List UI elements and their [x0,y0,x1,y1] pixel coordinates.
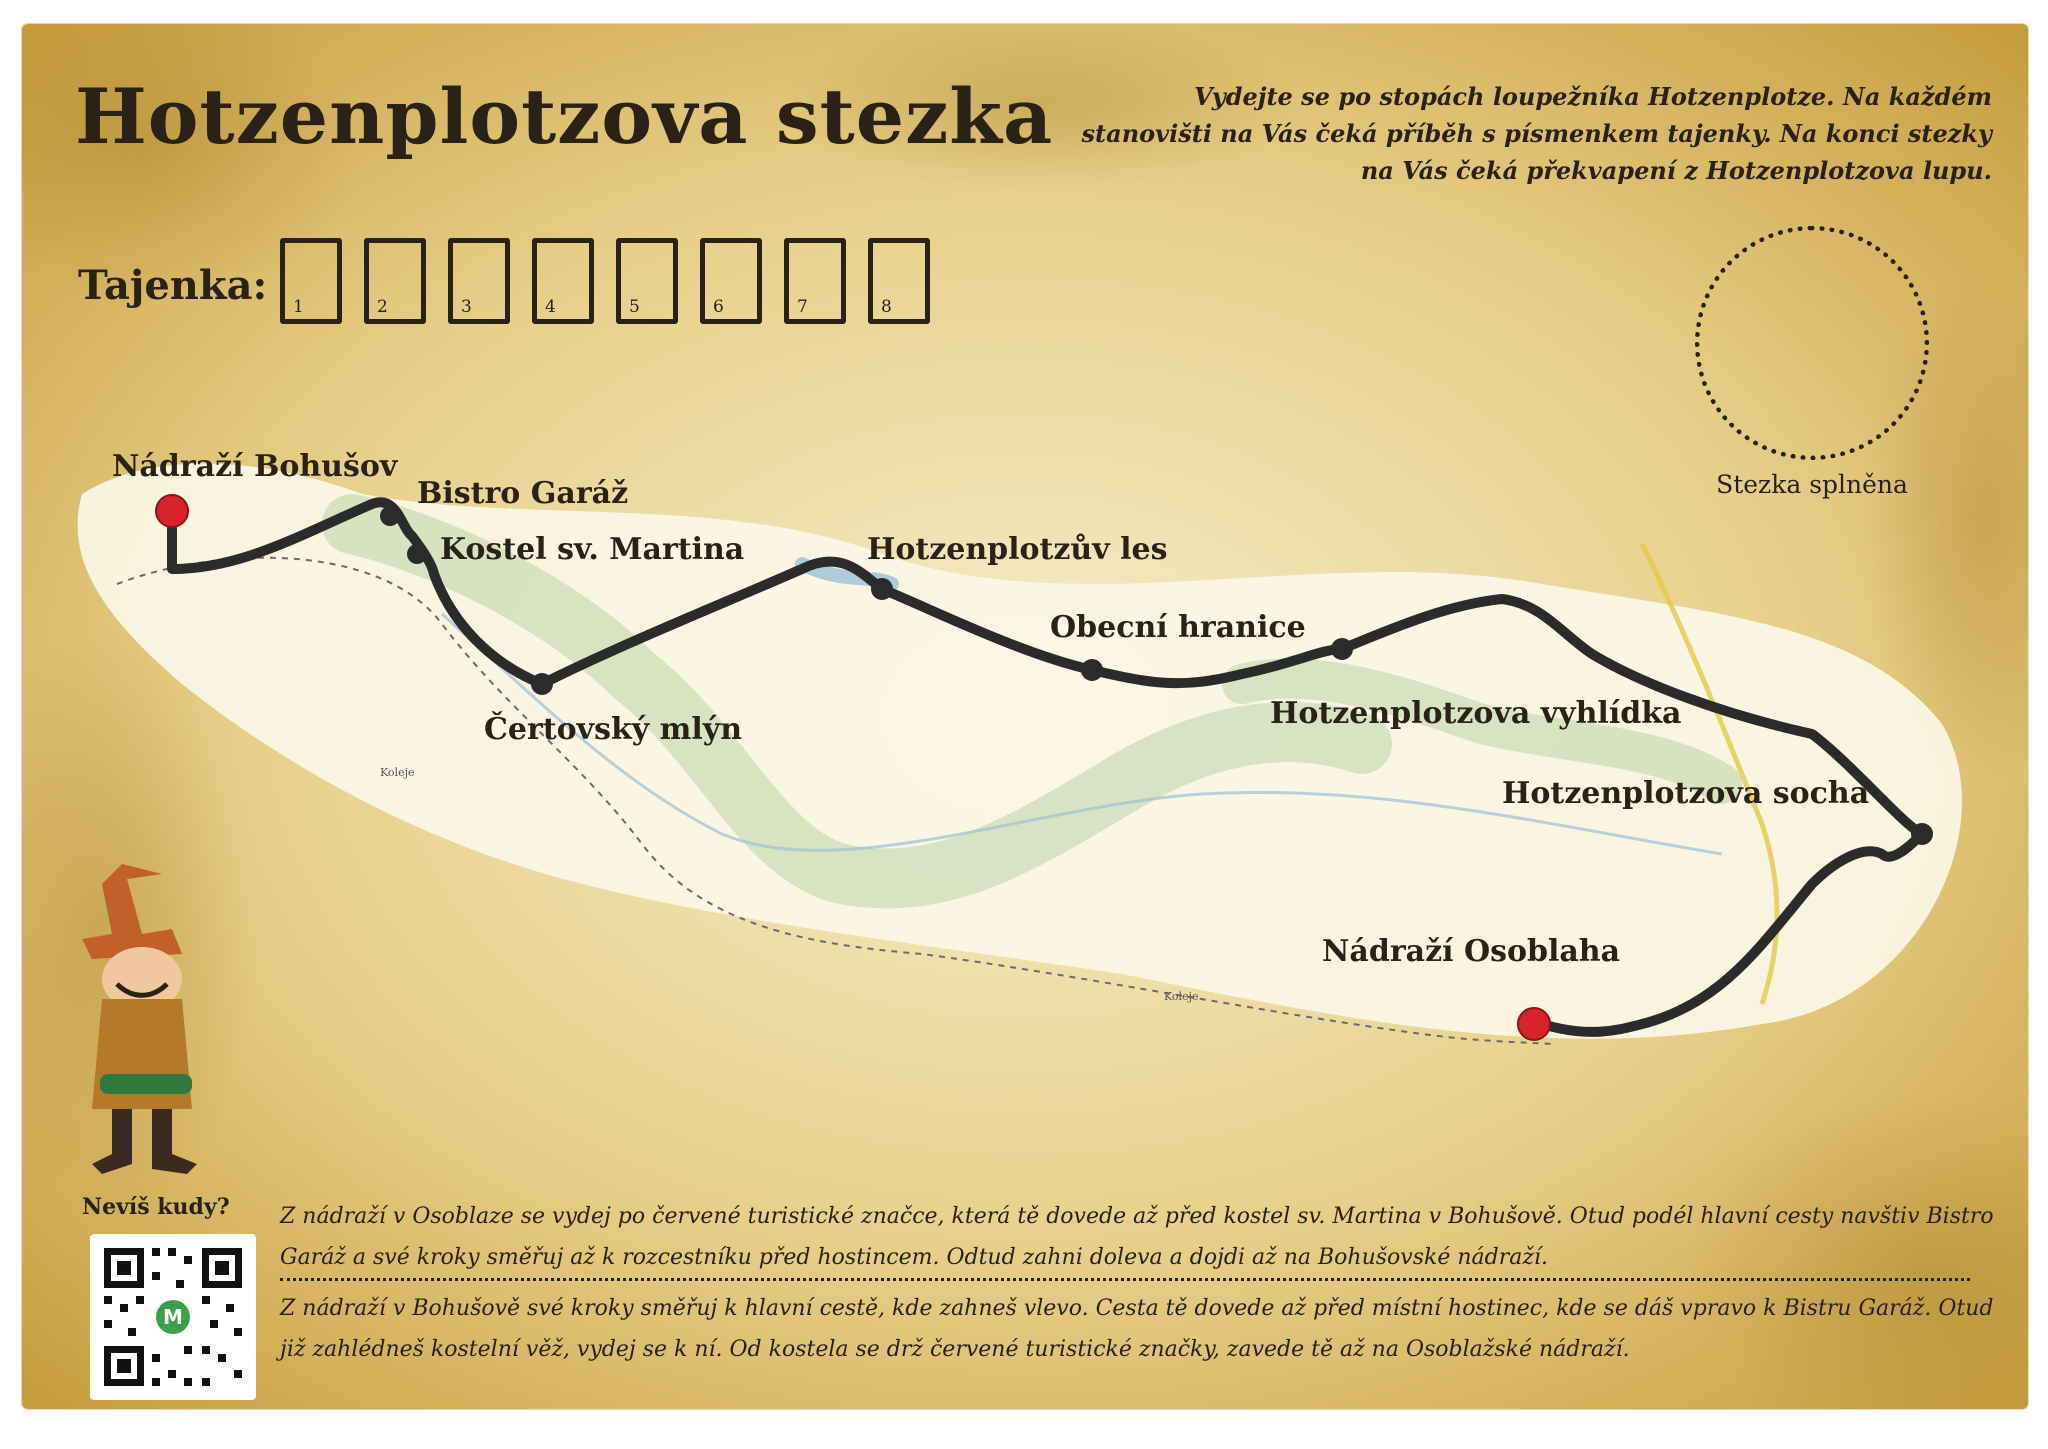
stop-label-bistro-garaz: Bistro Garáž [417,476,629,511]
stop-label-certovsky-mlyn: Čertovský mlýn [484,712,743,747]
directions-from-osoblaha: Z nádraží v Osoblaze se vydej po červené turistické značce, která tě dovede až před kostel sv. Martina v Bohušově. Otud podél hlavní cesty navštiv Bistro Garáž a své kroky směřuj až k rozcestníku před hostincem. Odtud zahni doleva a dojdi až na Bohušovské nádraží. [280,1204,1994,1270]
stop-label-obecni-hranice: Obecní hranice [1050,610,1306,645]
railway-label: Koleje [1164,990,1199,1003]
stop-marker-socha [1911,823,1933,845]
puzzle-box[interactable] [280,238,342,324]
directions-divider [280,1278,1970,1281]
puzzle-label: Tajenka: [78,262,268,309]
stop-marker-vyhlidka [1331,638,1353,660]
terminus-marker-osoblaha [1518,1008,1550,1040]
puzzle-box-number: 1 [293,297,304,317]
stop-label-nadrazi-osoblaha: Nádraží Osoblaha [1322,934,1621,969]
railway-label: Koleje [380,766,415,779]
stop-marker-certovsky-mlyn [531,673,553,695]
puzzle-box[interactable] [448,238,510,324]
stop-marker-obecni-hranice [1081,659,1103,681]
puzzle-box[interactable] [616,238,678,324]
qr-code[interactable] [90,1234,256,1400]
stop-marker-hotzenplotzuv-les [871,578,893,600]
puzzle-box-number: 8 [881,297,892,317]
qr-code-graphic [90,1234,256,1400]
stop-marker-bistro-garaz [380,506,400,526]
stop-label-nadrazi-bohusov: Nádraží Bohušov [112,449,398,484]
puzzle-box[interactable] [700,238,762,324]
stop-marker-kostel [407,544,427,564]
map-title: Hotzenplotzova stezka [75,72,1054,161]
intro-text: Vydejte se po stopách loupežníka Hotzenplotze. Na každém stanovišti na Vás čeká příběh s písmenkem tajenky. Na konci stezky na Vás čeká překvapení z Hotzenplotzova lupu. [1081,82,1992,185]
stop-label-vyhlidka: Hotzenplotzova vyhlídka [1270,696,1682,731]
help-label: Nevíš kudy? [82,1194,230,1220]
puzzle-box-number: 6 [713,297,724,317]
puzzle-box[interactable] [868,238,930,324]
stop-label-hotzenplotzuv-les: Hotzenplotzův les [867,532,1168,567]
puzzle-box-number: 7 [797,297,808,317]
stop-label-kostel: Kostel sv. Martina [440,532,745,567]
stamp-label: Stezka splněna [1716,470,1908,499]
terminus-marker-bohusov [156,495,188,527]
puzzle-box-number: 5 [629,297,640,317]
puzzle-box[interactable] [364,238,426,324]
puzzle-box-number: 4 [545,297,556,317]
completion-stamp-circle [1695,226,1929,460]
puzzle-box-number: 2 [377,297,388,317]
puzzle-box[interactable] [532,238,594,324]
trail-map-card [22,24,2028,1409]
qr-center-letter: M [163,1305,183,1329]
puzzle-box-number: 3 [461,297,472,317]
puzzle-box[interactable] [784,238,846,324]
directions-from-bohusov: Z nádraží v Bohušově své kroky směřuj k hlavní cestě, kde zahneš vlevo. Cesta tě dovede až před místní hostinec, kde se dáš vpravo k Bistru Garáž. Otud již zahlédneš kostelní věž, vydej se k ní. Od kostela se drž červené turistické značky, zavede tě až na Osoblažské nádraží. [280,1296,1994,1362]
stop-label-socha: Hotzenplotzova socha [1502,776,1870,811]
